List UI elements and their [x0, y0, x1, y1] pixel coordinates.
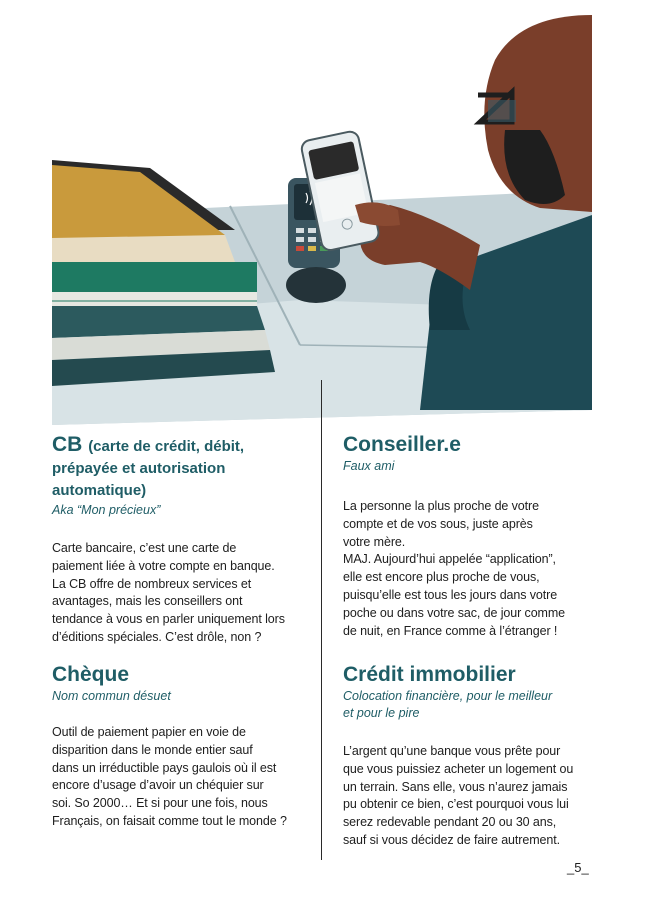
entry-credit-immobilier — [343, 664, 605, 850]
illustration — [0, 0, 646, 430]
page-number: _5_ — [567, 860, 589, 875]
entry-subtitle: Colocation financière, pour le meilleur et pour le pire — [343, 689, 553, 720]
entry-conseiller — [343, 434, 605, 640]
entry-term: Crédit immobilier — [343, 663, 516, 686]
entry-cb — [52, 434, 314, 647]
column-divider — [321, 380, 322, 860]
entry-term: Chèque — [52, 663, 130, 686]
entry-term: Conseiller.e — [343, 433, 461, 456]
term-detail: (carte de crédit, débit, prépayée et autorisation automatique) — [52, 438, 245, 499]
entry-term — [52, 434, 314, 500]
entry-definition: Carte bancaire, c’est une carte de paiement liée à votre compte en banque. La CB offre de nombreux services et avantages, mais les conseillers ont tendance à vous en parler uniquement lors d’éditions spéciales. C’est drôle, non ? — [52, 541, 285, 644]
entry-definition: Outil de paiement papier en voie de disparition dans le monde entier sauf dans un irréductible pays gaulois où il est encore d’usage d’avoir un chéquier sur soi. So 2000… Et si pour une fois, nous Français, on faisait comme tout le monde ? — [52, 725, 287, 828]
entry-subtitle: Nom commun désuet — [52, 689, 171, 703]
entry-definition: L’argent qu’une banque vous prête pour que vous puissiez acheter un logement ou un terrain. Sans elle, vous n’aurez jamais pu obtenir ce bien, c’est pourquoi vous lui serez redevable pendant 20 ou 30 ans, sauf si vous décidez de faire autrement. — [343, 744, 574, 847]
term-label: CB — [52, 433, 83, 456]
entry-subtitle: Faux ami — [343, 459, 395, 473]
entry-subtitle: Aka “Mon précieux” — [52, 503, 161, 517]
entry-cheque — [52, 664, 314, 831]
entry-definition: La personne la plus proche de votre compte et de vos sous, juste après votre mère. MAJ. Aujourd’hui appelée “application”, elle est encore plus proche de vous, puisqu’elle est tous les jours dans votre poche ou dans votre sac, de jour comme de nuit, en France comme à l’étranger ! — [343, 499, 566, 638]
book-stack — [52, 160, 275, 386]
